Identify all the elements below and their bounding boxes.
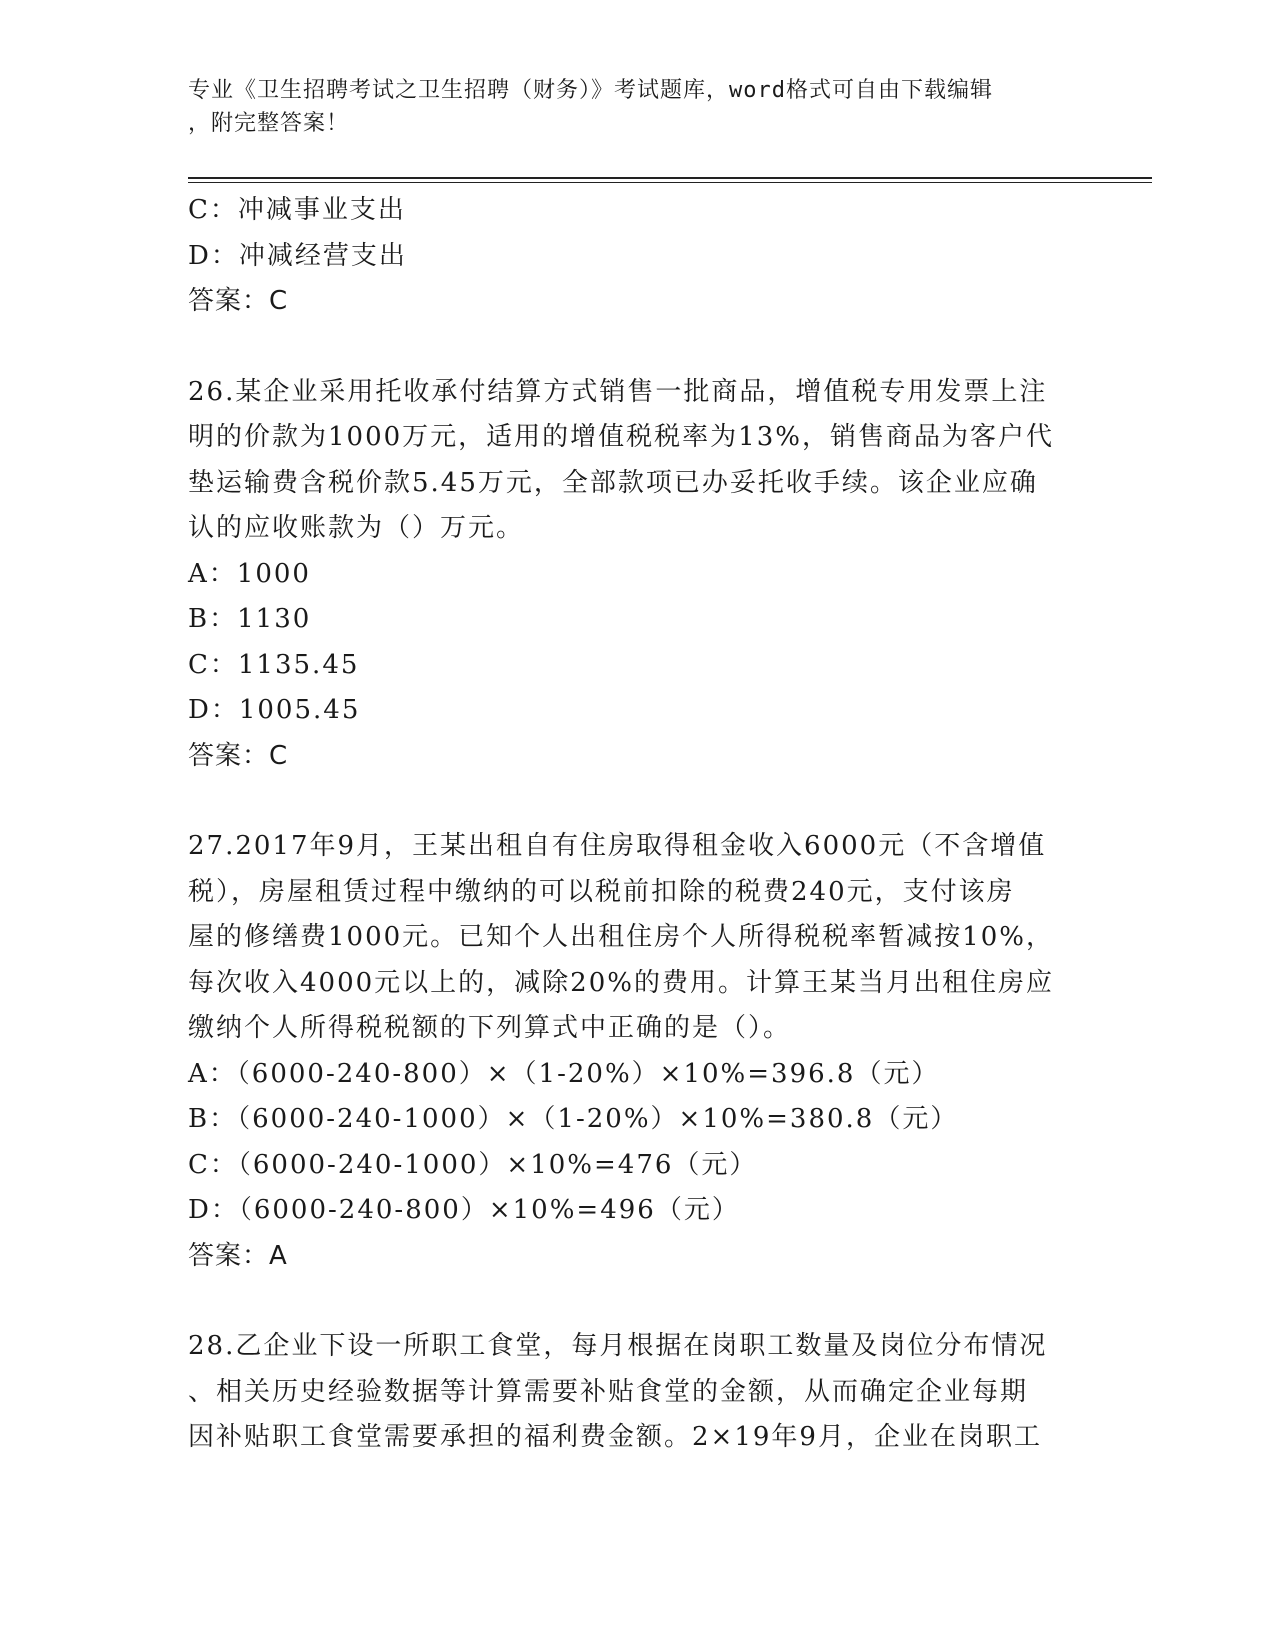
question-stem-line: 、相关历史经验数据等计算需要补贴食堂的金额，从而确定企业每期 — [188, 1376, 1029, 1407]
question-stem-line: 每次收入4000元以上的，减除20%的费用。计算王某当月出租住房应 — [188, 967, 1054, 998]
document-body — [188, 188, 1088, 1461]
question-stem-line: 屋的修缮费1000元。已知个人出租住房个人所得税税率暂减按10%， — [188, 922, 1054, 952]
answer: 答案：C — [188, 286, 289, 316]
question-27 — [188, 824, 1088, 1279]
option-c: C：冲减事业支出 — [188, 195, 406, 225]
question-stem-line: 26.某企业采用托收承付结算方式销售一批商品，增值税专用发票上注 — [188, 376, 1048, 407]
option-a: A：1000 — [188, 558, 311, 589]
option-d: D：冲减经营支出 — [188, 240, 407, 271]
option-d: D：（6000-240-800）×10%=496（元） — [188, 1195, 740, 1225]
option-b: B：1130 — [188, 604, 312, 634]
header-line-1: 专业《卫生招聘考试之卫生招聘（财务）》考试题库，word格式可自由下载编辑 — [188, 78, 993, 103]
header-rule-thick — [188, 177, 1152, 179]
question-26 — [188, 370, 1088, 780]
page-header — [188, 74, 1068, 140]
question-stem-line: 认的应收账款为（）万元。 — [188, 513, 525, 543]
question-25-tail — [188, 188, 1088, 325]
answer: 答案：C — [188, 740, 289, 771]
question-stem-line: 缴纳个人所得税税额的下列算式中正确的是（）。 — [188, 1013, 792, 1043]
option-a: A：（6000-240-800）×（1-20%）×10%=396.8（元） — [188, 1058, 940, 1089]
option-b: B：（6000-240-1000）×（1-20%）×10%=380.8（元） — [188, 1104, 959, 1134]
header-line-2: ，附完整答案！ — [188, 111, 350, 136]
option-c: C：1135.45 — [188, 649, 360, 680]
option-d: D：1005.45 — [188, 695, 361, 725]
question-28 — [188, 1324, 1088, 1461]
question-stem-line: 28.乙企业下设一所职工食堂，每月根据在岗职工数量及岗位分布情况 — [188, 1331, 1048, 1361]
question-stem-line: 明的价款为1000万元，适用的增值税税率为13%，销售商品为客户代 — [188, 422, 1054, 452]
answer: 答案：A — [188, 1240, 288, 1271]
question-stem-line: 税），房屋租赁过程中缴纳的可以税前扣除的税费240元，支付该房 — [188, 876, 1015, 907]
question-stem-line: 27.2017年9月，王某出租自有住房取得租金收入6000元（不含增值 — [188, 831, 1047, 861]
question-stem-line: 垫运输费含税价款5.45万元，全部款项已办妥托收手续。该企业应确 — [188, 467, 1038, 498]
option-c: C：（6000-240-1000）×10%=476（元） — [188, 1149, 758, 1180]
header-rule-thin — [188, 182, 1152, 183]
question-stem-line: 因补贴职工食堂需要承担的福利费金额。2×19年9月，企业在岗职工 — [188, 1422, 1042, 1452]
